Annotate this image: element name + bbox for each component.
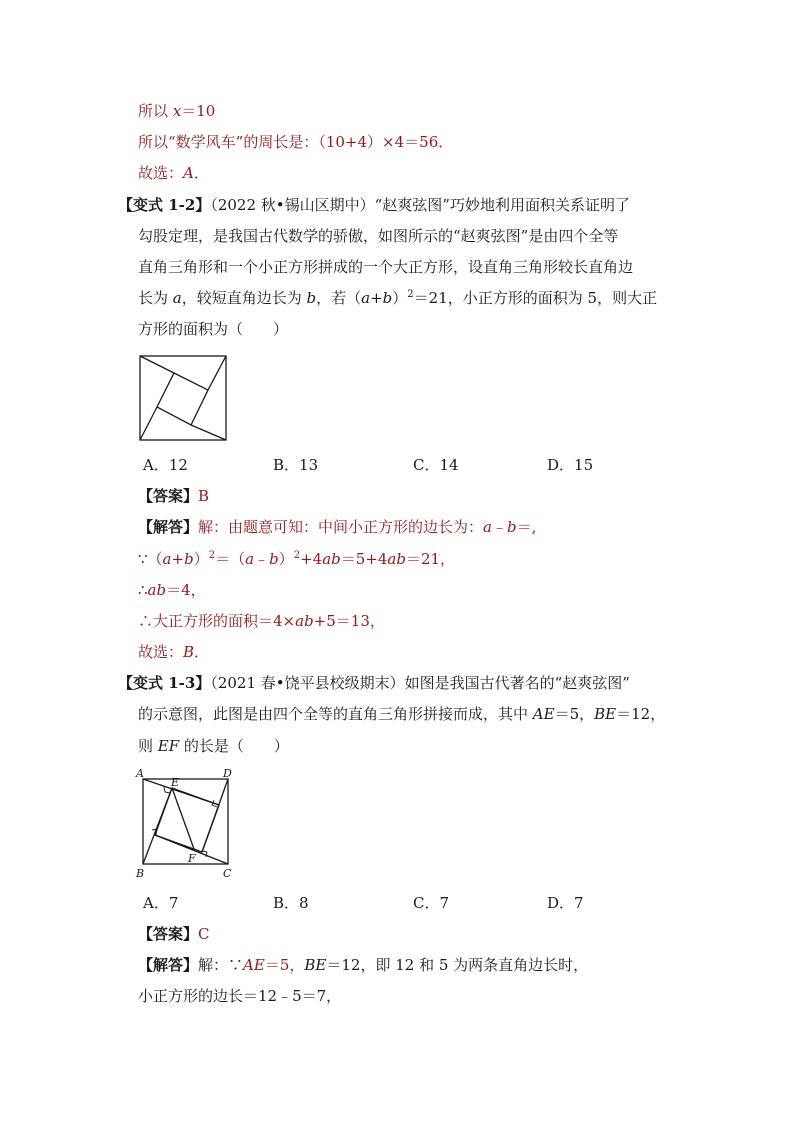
q2-stem-line-3: 直角三角形和一个小正方形拼成的一个大正方形，设直角三角形较长直角边: [138, 258, 634, 276]
zhaoshuang-figure-2: [134, 765, 244, 881]
inner-square-efgh: [155, 788, 219, 852]
q3-solution-line-1: 【解答】解：∵AE＝5，BE＝12，即 12 和 5 为两条直角边长时，: [138, 956, 589, 974]
big-square-abcd: [143, 779, 228, 864]
q3-option-d: D．7: [547, 894, 584, 912]
q2-stem-line-2: 勾股定理，是我国古代数学的骄傲，如图所示的“赵爽弦图”是由四个全等: [138, 227, 619, 245]
label-d: D: [223, 767, 232, 780]
label-a: A: [136, 767, 144, 780]
q2-answer: 【答案】B: [138, 487, 210, 505]
q2-stem-line-4: 长为 a，较短直角边长为 b，若$(a+b)^2=21$，小正方形的面积为 5，则大正: [138, 289, 658, 307]
q2-tag: 【变式 1-2】: [118, 196, 211, 214]
q2-option-a: A．12: [143, 456, 188, 474]
prev-line-1: 所以 x＝10: [138, 102, 216, 120]
q3-source: （2021 春•饶平县校级期末）: [210, 674, 405, 692]
q3-option-a: A．7: [143, 894, 179, 912]
q3-option-b: B．8: [273, 894, 309, 912]
q3-stem-line-3: 则 EF 的长是（ ）: [138, 737, 289, 755]
segment-ef: [172, 788, 194, 849]
q2-stem-line-5: 方形的面积为（ ）: [138, 320, 289, 338]
q2-stem-line-1: 【变式 1-2】（2022 秋•锡山区期中）“赵爽弦图”巧妙地利用面积关系证明了: [118, 196, 630, 214]
prev-line-2: 所以“数学风车”的周长是：（10+4）×4＝56．: [138, 133, 454, 151]
q2-option-b: B．13: [273, 456, 319, 474]
q2-solution-line-4: ∴大正方形的面积＝4×ab+5＝13，: [138, 612, 385, 630]
q2-solution-line-3: ∴ab＝4，: [138, 581, 206, 599]
q2-option-d: D．15: [547, 456, 594, 474]
q3-solution-line-2: 小正方形的边长＝12﹣5＝7，: [138, 987, 342, 1005]
label-c: C: [223, 867, 232, 880]
label-b: B: [136, 867, 145, 880]
q2-source: （2022 秋•锡山区期中）: [210, 196, 375, 214]
zhaoshuang-figure-1: [139, 355, 227, 441]
q3-option-c: C．7: [413, 894, 450, 912]
q3-answer: 【答案】C: [138, 925, 210, 943]
prev-line-3: 故选：A．: [138, 164, 209, 182]
q3-stem-line-2: 的示意图，此图是由四个全等的直角三角形拼接而成，其中 AE＝5，BE＝12，: [138, 705, 666, 723]
big-square: [140, 356, 226, 440]
q3-tag: 【变式 1-3】: [118, 674, 211, 692]
label-f: F: [188, 852, 196, 865]
q2-solution-line-5: 故选：B．: [138, 643, 210, 661]
q2-solution-line-2: $\because(a+b)^2=(a﹣b)^2+4ab=5+4ab=21$，: [138, 550, 456, 568]
q3-stem-line-1: 【变式 1-3】（2021 春•饶平县校级期末）如图是我国古代著名的“赵爽弦图”: [118, 674, 630, 692]
small-square: [157, 373, 208, 425]
q2-option-c: C．14: [413, 456, 459, 474]
label-e: E: [171, 776, 180, 789]
q2-solution-line-1: 【解答】解：由题意可知：中间小正方形的边长为：a﹣b＝,: [138, 518, 537, 536]
